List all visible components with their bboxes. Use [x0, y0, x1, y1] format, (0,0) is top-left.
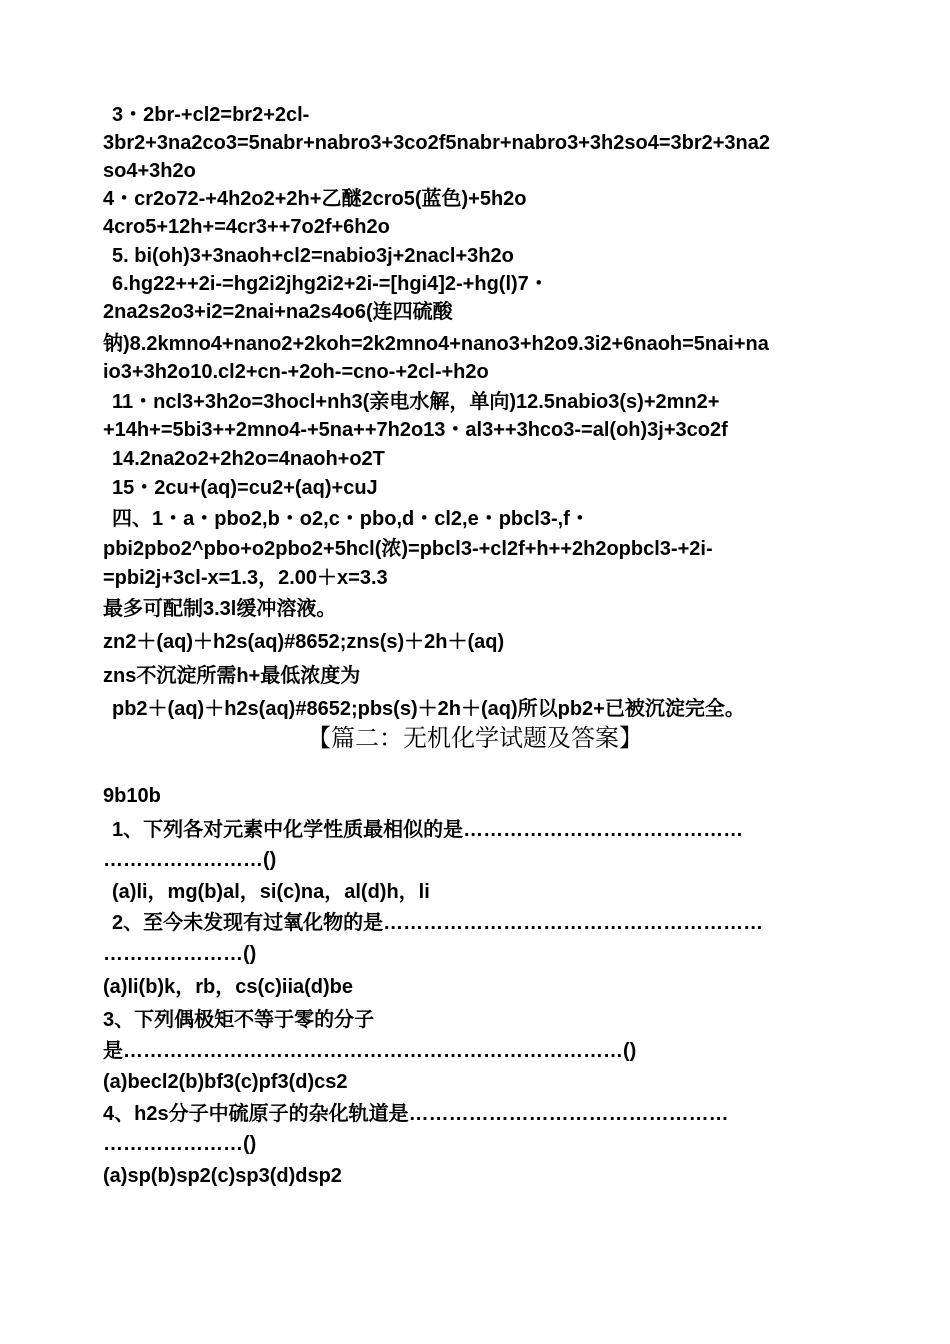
- question-line: 1、下列各对元素中化学性质最相似的是……………………………………: [112, 819, 744, 841]
- answer-line: 5. bi(oh)3+3naoh+cl2=nabio3j+2nacl+3h2o: [112, 245, 514, 267]
- question-line: …………………(): [103, 943, 257, 965]
- answer-line: 3br2+3na2co3=5nabr+nabro3+3co2f5nabr+nabro3+3h2so4=3br2+3na2: [103, 132, 771, 154]
- answer-line: 四、1・a・pbo2,b・o2,c・pbo,d・cl2,e・pbcl3-,f・: [112, 508, 590, 530]
- answer-line: 3・2br-+cl2=br2+2cl-: [112, 104, 310, 126]
- question-line: ……………………(): [103, 849, 277, 871]
- answer-line: 11・ncl3+3h2o=3hocl+nh3(亲电水解，单向)12.5nabio3(s)+2mn2+: [112, 391, 720, 413]
- question-line: (a)sp(b)sp2(c)sp3(d)dsp2: [103, 1165, 342, 1187]
- answer-line: +14h+=5bi3++2mno4-+5na++7h2o13・al3++3hco3-=al(oh)3j+3co2f: [103, 419, 728, 441]
- answer-line: 最多可配制3.3l缓冲溶液。: [103, 598, 337, 620]
- section-title: 【篇二：无机化学试题及答案】: [307, 724, 643, 752]
- answer-line: 14.2na2o2+2h2o=4naoh+o2T: [112, 448, 385, 470]
- question-line: 4、h2s分子中硫原子的杂化轨道是…………………………………………: [103, 1103, 729, 1125]
- answer-line: 6.hg22++2i-=hg2i2jhg2i2+2i-=[hgi4]2-+hg(l)7・: [112, 273, 549, 295]
- answer-line: 15・2cu+(aq)=cu2+(aq)+cuJ: [112, 477, 378, 499]
- answer-line: =pbi2j+3cl-x=1.3，2.00＋x=3.3: [103, 567, 388, 589]
- answer-line: 4cro5+12h+=4cr3++7o2f+6h2o: [103, 216, 390, 238]
- question-line: 9b10b: [103, 785, 161, 807]
- question-line: …………………(): [103, 1133, 257, 1155]
- question-line: 是…………………………………………………………………(): [103, 1040, 637, 1062]
- answer-line: 钠)8.2kmno4+nano2+2koh=2k2mno4+nano3+h2o9.3i2+6naoh=5nai+na: [103, 333, 769, 355]
- answer-line: zn2＋(aq)＋h2s(aq)#8652;zns(s)＋2h＋(aq): [103, 631, 505, 653]
- answer-line: so4+3h2o: [103, 160, 196, 182]
- question-line: (a)li，mg(b)al，si(c)na，al(d)h，li: [112, 881, 430, 903]
- question-line: (a)li(b)k，rb，cs(c)iia(d)be: [103, 976, 354, 998]
- answer-line: io3+3h2o10.cl2+cn-+2oh-=cno-+2cl-+h2o: [103, 361, 489, 383]
- question-line: (a)becl2(b)bf3(c)pf3(d)cs2: [103, 1071, 348, 1093]
- question-line: 3、下列偶极矩不等于零的分子: [103, 1009, 375, 1031]
- answer-line: pbi2pbo2^pbo+o2pbo2+5hcl(浓)=pbcl3-+cl2f+h++2h2opbcl3-+2i-: [103, 538, 713, 560]
- question-line: 2、至今未发现有过氧化物的是…………………………………………………: [112, 912, 764, 934]
- answer-line: 4・cr2o72-+4h2o2+2h+乙醚2cro5(蓝色)+5h2o: [103, 188, 527, 210]
- answer-line: pb2＋(aq)＋h2s(aq)#8652;pbs(s)＋2h＋(aq)所以pb2+已被沉淀完全。: [112, 698, 745, 720]
- answer-line: 2na2s2o3+i2=2nai+na2s4o6(连四硫酸: [103, 301, 453, 323]
- answer-line: zns不沉淀所需h+最低浓度为: [103, 665, 361, 687]
